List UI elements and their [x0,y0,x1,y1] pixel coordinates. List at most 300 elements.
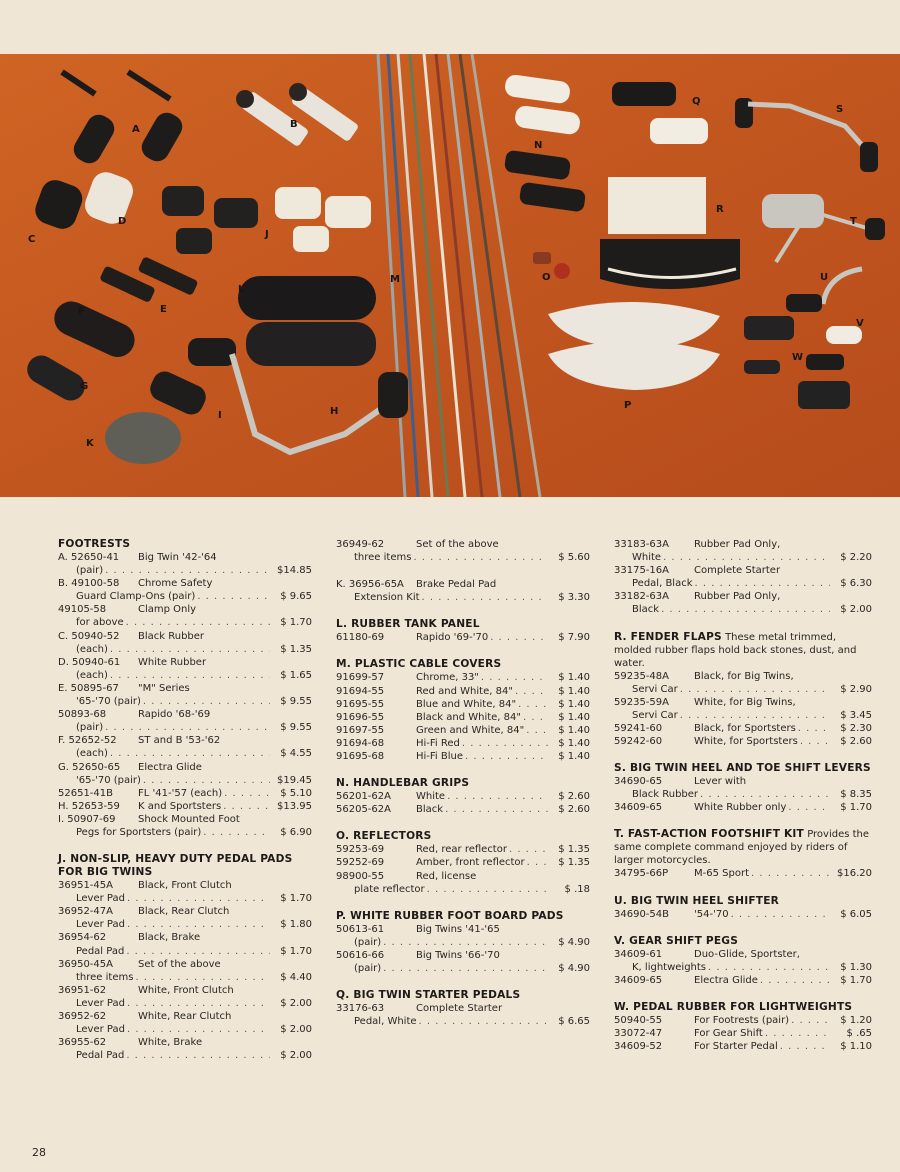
list-item [614,867,872,880]
leader-dots [203,826,270,839]
leader-dots [447,790,548,803]
list-item [336,578,590,591]
part-description: Pedal, Black [632,578,693,590]
part-number: 34795-66P [614,868,669,880]
photo-label-q: Q [692,96,701,107]
leader-dots [105,564,270,577]
footrests-list [58,551,312,839]
list-item [58,945,312,958]
heel-shifter-list [614,908,872,921]
leader-dots [110,669,270,682]
part-number: 36952-47A [58,906,113,918]
part-description: (pair) [76,722,104,734]
part-number: 59253-69 [336,844,385,856]
section-title-fender-flaps: R. FENDER FLAPS [614,630,722,643]
part-description: FL '41-'57 (each) [138,787,223,799]
part-description: K, lightweights [632,961,707,973]
part-description: Guard Clamp-Ons (pair) [76,591,196,603]
list-item [58,905,312,918]
list-item [336,843,590,856]
list-item [58,577,312,590]
leader-dots [427,883,548,896]
part-description: Electra Glide [138,761,202,773]
photo-label-g: G [80,381,89,392]
leader-dots [518,698,548,711]
part-number: 56205-62A [336,804,391,816]
leader-dots [731,908,830,921]
photo-label-i: I [218,410,222,421]
part-description: Electra Glide [694,974,758,986]
foot-board-list [336,923,590,975]
photo-label-p: P [624,400,632,411]
leader-dots [465,750,548,763]
leader-dots [224,787,270,800]
part-price: $ 2.60 [558,791,590,803]
photo-label-f: F [78,306,85,317]
part-number: 34690-54B [614,908,670,920]
list-item [336,949,590,962]
list-item [58,669,312,682]
list-item [58,590,312,603]
part-price: $ 1.30 [840,961,872,973]
part-price: $ 2.00 [280,997,312,1009]
photo-label-m: M [390,274,400,285]
photo-label-r: R [716,204,724,215]
photo-label-t: T [850,216,857,227]
part-number: 59235-48A [614,670,669,682]
accessories-illustration [0,54,900,497]
list-item [58,931,312,944]
list-item [336,698,590,711]
part-number: 59235-59A [614,696,669,708]
part-number: G. 52650-65 [58,761,121,773]
part-description: M-65 Sport [694,868,749,880]
part-description: (pair) [76,565,104,577]
heel-toe-list [614,775,872,814]
part-price: $ 6.30 [840,578,872,590]
leader-dots [751,867,830,880]
leader-dots [708,961,830,974]
part-description: Black and White, 84" [416,711,521,723]
part-price: $ 2.00 [840,604,872,616]
part-description: Brake Pedal Pad [416,579,497,591]
leader-dots [126,616,270,629]
part-description: Rapido '68-'69 [138,709,211,721]
list-item [614,1014,872,1027]
part-price: $ 1.10 [840,1041,872,1053]
leader-dots [663,551,830,564]
photo-label-h: H [330,406,339,417]
list-item [58,958,312,971]
part-number: H. 52653-59 [58,800,120,812]
part-price: $ 1.70 [840,974,872,986]
photo-label-e: E [160,304,167,315]
part-number: 36951-62 [58,984,107,996]
part-description: '65-'70 (pair) [76,696,141,708]
list-item [58,1023,312,1036]
leader-dots [462,737,548,750]
leader-dots [680,709,830,722]
part-description: White, Rear Clutch [138,1011,232,1022]
part-number: F. 52652-52 [58,735,117,747]
list-item [58,892,312,905]
brake-extension-list [336,578,590,604]
section-title-heel-shifter: U. BIG TWIN HEEL SHIFTER [614,894,779,907]
part-description: For Footrests (pair) [694,1014,790,1026]
column-2 [336,538,590,1028]
part-price: $ 1.35 [558,857,590,869]
part-number: 56201-62A [336,791,391,803]
leader-dots [695,577,831,590]
part-number: B. 49100-58 [58,578,120,590]
leader-dots [126,1049,270,1062]
part-description: White, Front Clutch [138,984,234,996]
part-description: Green and White, 84" [416,724,525,736]
list-item [336,591,590,604]
part-description: plate reflector [354,883,425,895]
part-number: 34609-61 [614,948,663,960]
part-description: Hi-Fi Blue [416,751,464,763]
leader-dots [383,936,548,949]
part-number: 91695-55 [336,698,385,710]
part-number: 91694-68 [336,737,385,749]
part-description: (each) [76,643,108,655]
part-number: 34609-65 [614,802,663,814]
list-item [58,971,312,984]
section-title-pedal-pads: J. NON-SLIP, HEAVY DUTY PEDAL PADS FOR BIG TWINS [58,853,293,879]
part-price: $ 1.20 [840,1014,872,1026]
part-price: $ 5.60 [558,552,590,564]
list-item [614,735,872,748]
list-item [336,538,590,551]
list-item [58,630,312,643]
list-item [58,551,312,564]
list-item [336,1002,590,1015]
part-description: Set of the above [138,958,221,970]
list-item [58,695,312,708]
part-price: $ 1.65 [280,669,312,681]
list-item [58,747,312,760]
list-item [58,721,312,734]
part-price: $ 6.65 [558,1016,590,1028]
part-price: $13.95 [277,800,312,812]
list-item [58,918,312,931]
photo-label-u: U [820,272,829,283]
leader-dots [422,591,548,604]
part-description: Red and White, 84" [416,685,513,697]
part-number: E. 50895-67 [58,682,119,694]
list-item [58,603,312,616]
section-title-grips: N. HANDLEBAR GRIPS [336,777,470,790]
part-description: Clamp Only [138,604,197,616]
part-price: $ 1.40 [558,737,590,749]
part-description: Lever Pad [76,919,125,931]
part-description: ST and B '53-'62 [138,735,221,747]
list-item [614,908,872,921]
list-item [58,564,312,577]
list-item [58,616,312,629]
section-title-cable-covers: M. PLASTIC CABLE COVERS [336,658,502,671]
part-price: $ 3.30 [558,592,590,604]
leader-dots [780,1040,830,1053]
leader-dots [490,631,548,644]
part-number: 59252-69 [336,857,385,869]
leader-dots [110,643,270,656]
footshift-heading [614,828,872,867]
list-item [58,656,312,669]
leader-dots [110,747,270,760]
part-number: 33072-47 [614,1027,663,1039]
part-price: $ 2.90 [840,683,872,695]
part-number: C. 50940-52 [58,630,120,642]
part-number: 61180-69 [336,632,385,644]
part-description: Black Rubber [632,789,699,801]
list-item [614,696,872,709]
list-item [58,787,312,800]
leader-dots [526,724,548,737]
part-price: $ 1.70 [280,617,312,629]
part-description: Set of the above [416,539,499,550]
part-description: for above [76,617,124,629]
part-number: 59242-60 [614,736,663,748]
item-w-rubber-large [798,381,850,409]
section-title-pedal-rubber: W. PEDAL RUBBER FOR LIGHTWEIGHTS [614,1000,853,1013]
part-price: $ 6.05 [840,908,872,920]
part-price: $ 1.40 [558,685,590,697]
part-description: Pedal Pad [76,945,125,957]
part-number: 91695-68 [336,751,385,763]
leader-dots [126,945,270,958]
product-photo [0,54,900,497]
part-description: Black, Rear Clutch [138,906,230,918]
item-w-rubber [744,316,794,340]
part-price: $14.85 [277,565,312,577]
part-number: 33183-63A [614,539,669,550]
list-item [58,734,312,747]
part-description: (pair) [354,936,382,948]
list-item [614,722,872,735]
part-description: Red, rear reflector [416,844,507,856]
part-number: 36952-62 [58,1011,107,1022]
part-description: Rapido '69-'70 [416,632,489,644]
part-description: For Starter Pedal [694,1041,778,1053]
list-item [58,643,312,656]
list-item [58,879,312,892]
list-item [58,813,312,826]
list-item [614,974,872,987]
part-description: Complete Starter [416,1003,503,1015]
part-description: Complete Starter [694,565,781,577]
footshift-description: Provides the same complete command enjoyed by riders of larger motorcycles. [614,829,870,867]
part-price: $ 4.55 [280,748,312,760]
list-item [614,1027,872,1040]
part-price: $ 2.00 [280,1050,312,1062]
page-number: 28 [32,1146,46,1159]
leader-dots [515,685,548,698]
part-description: Black, Front Clutch [138,880,232,892]
part-number: 33176-63 [336,1003,385,1015]
list-item [58,997,312,1010]
list-item [614,551,872,564]
item-o-reflector-red [554,263,570,279]
list-item [58,682,312,695]
part-price: $ 1.70 [280,893,312,905]
part-price: $ 7.90 [558,632,590,644]
footshift-list [614,867,872,880]
section-title-heel-toe: S. BIG TWIN HEEL AND TOE SHIFT LEVERS [614,762,871,775]
list-item [58,761,312,774]
photo-label-w: W [792,352,804,363]
part-number: 33182-63A [614,591,669,603]
leader-dots [223,800,270,813]
part-description: Rubber Pad Only, [694,539,781,550]
part-description: Big Twins '41-'65 [416,923,500,935]
photo-label-d: D [118,216,127,227]
part-price: $ 2.00 [280,1024,312,1036]
cable-covers-list [336,671,590,763]
leader-dots [197,590,270,603]
reflectors-list [336,843,590,895]
part-price: $ 3.45 [840,709,872,721]
leader-dots [135,971,270,984]
part-description: (each) [76,748,108,760]
part-price: $ 4.90 [558,936,590,948]
part-number: 59241-60 [614,722,663,734]
list-item [336,923,590,936]
list-item [336,711,590,724]
part-description: Black [416,804,444,816]
part-description: Lever with [694,776,747,788]
part-price: $ 2.60 [558,804,590,816]
list-item [58,708,312,721]
part-number: 91697-55 [336,724,385,736]
list-item [614,670,872,683]
leader-dots [413,551,548,564]
part-description: Black, for Sportsters [694,722,796,734]
part-description: Amber, front reflector [416,857,525,869]
part-description: Chrome Safety [138,578,213,590]
part-price: $ 1.40 [558,711,590,723]
leader-dots [105,721,270,734]
part-description: White [416,791,446,803]
leader-dots [143,774,270,787]
part-price: $ 1.40 [558,672,590,684]
list-item [336,883,590,896]
item-w-rubber-shift [806,354,844,370]
part-description: (each) [76,669,108,681]
part-price: $ .18 [564,883,590,895]
part-description: Lever Pad [76,997,125,1009]
list-item [336,803,590,816]
part-price: $ 2.30 [840,722,872,734]
part-price: $ 1.80 [280,919,312,931]
photo-label-j: J [265,229,269,240]
part-description: Lever Pad [76,1024,125,1036]
list-item [58,1049,312,1062]
leader-dots [143,695,270,708]
list-item [614,801,872,814]
part-number: A. 52650-41 [58,552,120,563]
list-item [58,826,312,839]
part-price: $19.45 [277,774,312,786]
part-price: $ 1.40 [558,698,590,710]
part-description: Duo-Glide, Sportster, [694,948,800,960]
part-price: $ 4.90 [558,962,590,974]
fender-flaps-list [614,670,872,749]
part-number: 34609-52 [614,1041,663,1053]
section-title-reflectors: O. REFLECTORS [336,830,432,843]
part-price: $ 5.10 [280,787,312,799]
part-description: Rubber Pad Only, [694,591,781,603]
list-item [336,962,590,975]
part-price: $ 8.35 [840,789,872,801]
part-number: 50616-66 [336,949,385,961]
leader-dots [481,671,548,684]
photo-label-l: L [238,284,245,295]
part-price: $ 1.40 [558,724,590,736]
leader-dots [527,856,548,869]
part-number: 36949-62 [336,539,385,550]
starter-pedals-list [336,1002,590,1028]
list-item [336,631,590,644]
part-description: Servi Car [632,683,678,695]
part-number: 91699-57 [336,672,385,684]
part-description: White, Brake [138,1037,203,1049]
part-description: Hi-Fi Red [416,737,460,749]
leader-dots [419,1015,548,1028]
list-item [614,564,872,577]
part-number: 50613-61 [336,923,385,935]
list-item [336,685,590,698]
part-number: 50893-68 [58,709,107,721]
tank-panel-list [336,631,590,644]
part-number: I. 50907-69 [58,813,116,825]
part-price: $ .65 [846,1027,872,1039]
part-description: Blue and White, 84" [416,698,517,710]
section-title-footshift: T. FAST-ACTION FOOTSHIFT KIT [614,828,804,841]
part-number: 36954-62 [58,932,107,944]
leader-dots [791,1014,830,1027]
section-title-footrests: FOOTRESTS [58,538,131,550]
leader-dots [127,1023,270,1036]
list-item [614,577,872,590]
leader-dots [127,918,270,931]
part-price: $ 9.55 [280,696,312,708]
part-price: $16.20 [837,868,872,880]
starter-continued-list [614,538,872,617]
part-number: D. 50940-61 [58,656,121,668]
part-description: White Rubber [138,656,207,668]
part-description: Black [632,604,660,616]
list-item [336,737,590,750]
part-description: Pedal Pad [76,1050,125,1062]
shift-pegs-list [614,948,872,987]
column-1 [58,538,312,1062]
pedal-pad-set-list [336,538,590,564]
part-description: White, for Sportsters [694,736,798,748]
list-item [614,775,872,788]
pedal-rubber-list [614,1014,872,1053]
item-o-reflector-amber [533,252,551,264]
leader-dots [661,603,830,616]
list-item [336,551,590,564]
part-description: Servi Car [632,709,678,721]
photo-label-k: K [86,438,94,449]
list-item [614,538,872,551]
part-description: Pegs for Sportsters (pair) [76,826,202,838]
photo-label-s: S [836,104,844,115]
photo-label-a: A [132,124,140,135]
